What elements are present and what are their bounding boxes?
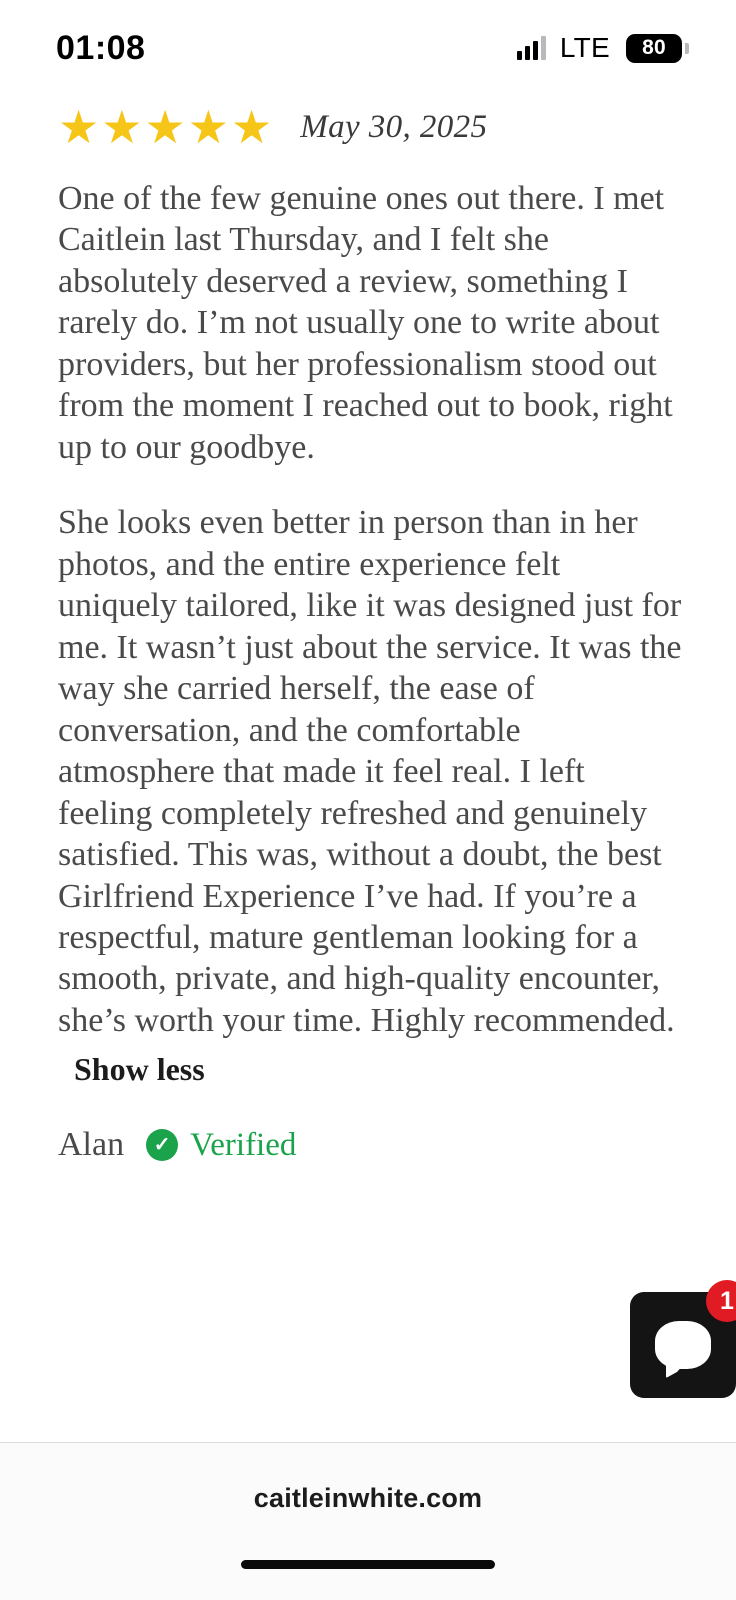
star-icon: ★ [101,101,143,153]
chat-bubble-icon [655,1321,711,1369]
verified-badge [146,1127,296,1164]
star-icon: ★ [144,101,186,153]
battery-level-label: 80 [642,36,666,59]
reviewer-name: Alan [58,1126,125,1164]
rating-stars [58,101,273,153]
chat-widget-button[interactable] [630,1286,736,1398]
home-indicator[interactable] [241,1560,495,1569]
review-content [0,96,736,1442]
browser-bottom-bar[interactable] [0,1442,736,1554]
network-type-label: LTE [559,32,610,63]
battery-icon [626,34,682,63]
review-date: May 30, 2025 [300,108,488,145]
address-bar-url[interactable]: caitleinwhite.com [253,1483,483,1513]
status-bar [0,0,736,96]
review-paragraph: She looks even better in person than in her photos, and the entire experience felt uniquely tailored, like it was designed just for me. It wasn’t just about the service. It was the way she carried herself, the ease of conversation, and the comfortable atmosphere that made it feel real. I left feeling completely refreshed and genuinely satisfied. This was, without a doubt, the best Girlfriend Experience I’ve had. If you’re a respectful, mature gentleman looking for a smooth, private, and high-quality encounter, she’s worth your time. Highly recommended. [58,504,682,1039]
status-bar-indicators [517,32,682,64]
star-icon: ★ [58,101,100,153]
review-header [58,96,684,153]
show-less-button[interactable]: Show less [74,1051,205,1088]
home-indicator-area [0,1554,736,1600]
reviewer-row [58,1126,684,1164]
star-icon: ★ [231,101,273,153]
verified-label: Verified [190,1126,297,1163]
review-text [58,178,684,1041]
review-paragraph: One of the few genuine ones out there. I met Caitlein last Thursday, and I felt she absolutely deserved a review, something I rarely do. I’m not usually one to write about providers, but her professionalism stood out from the moment I reached out to book, right up to our goodbye. [58,180,673,466]
check-circle-icon: ✓ [146,1129,178,1161]
cellular-bars-icon [517,36,546,60]
chat-unread-badge: 1 [706,1280,736,1322]
status-bar-clock: 01:08 [56,28,146,67]
star-icon: ★ [187,101,229,153]
